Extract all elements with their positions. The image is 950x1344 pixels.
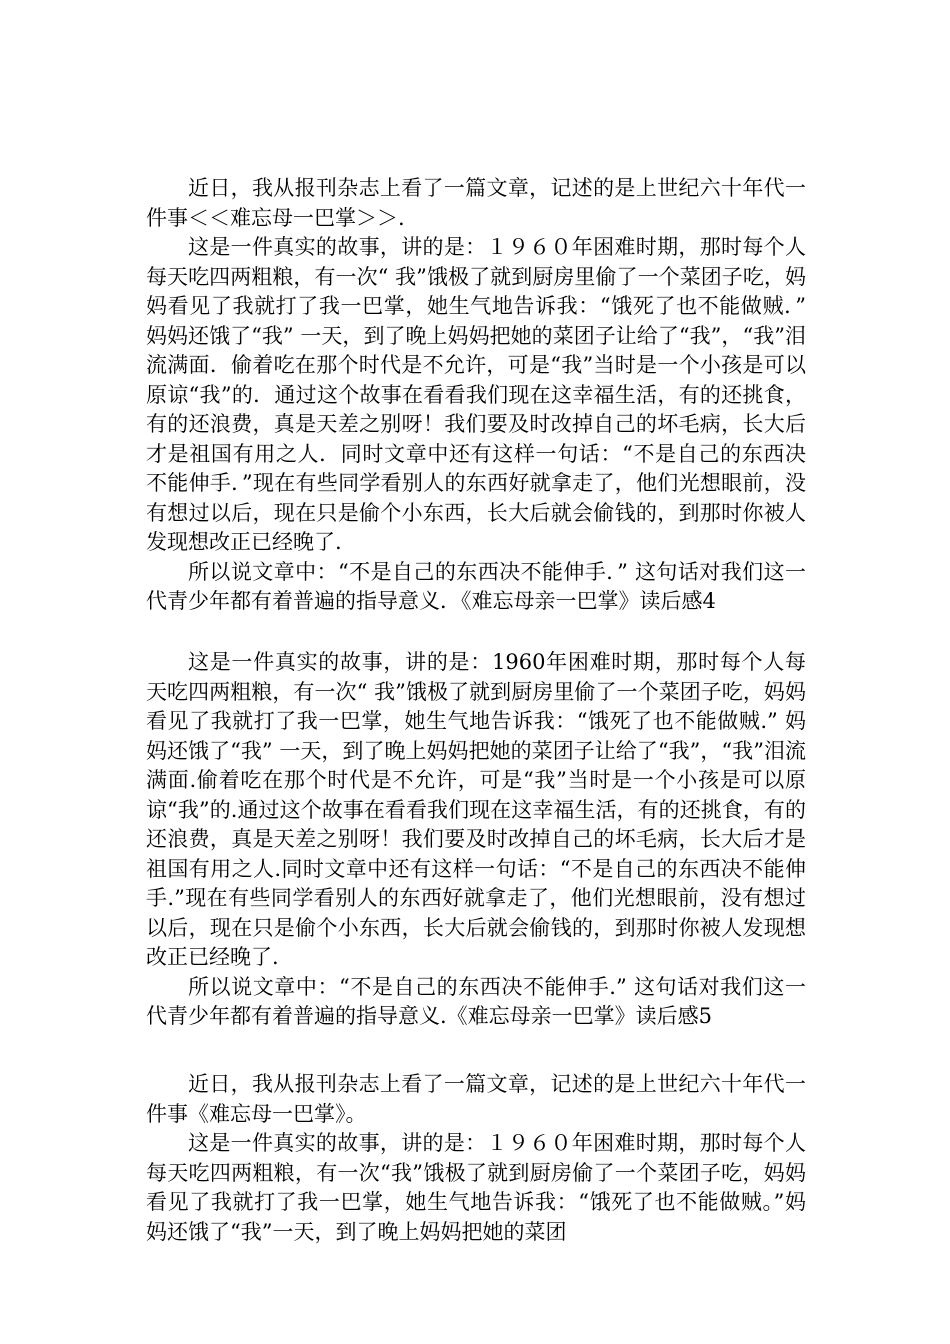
- paragraph: 近日，我从报刊杂志上看了一篇文章，记述的是上世纪六十年代一件事《难忘母一巴掌》。: [146, 1072, 806, 1126]
- text-block-3: [146, 1070, 806, 1247]
- paragraph: 这是一件真实的故事，讲的是：１９６０年困难时期，那时每个人每天吃四两粗粮，有一次“我”饿极了就到厨房偷了一个菜团子吃，妈妈看见了我就打了我一巴掌，她生气地告诉我：“饿死了也不能做贼。”妈妈还饿了“我”一天，到了晚上妈妈把她的菜团: [146, 1131, 806, 1244]
- paragraph: 近日，我从报刊杂志上看了一篇文章，记述的是上世纪六十年代一件事＜＜难忘母一巴掌＞＞.: [146, 176, 806, 230]
- text-block-1: [146, 174, 806, 617]
- paragraph: 所以说文章中：“不是自己的东西决不能伸手.” 这句话对我们这一代青少年都有着普遍的指导意义.《难忘母亲一巴掌》读后感5: [146, 974, 806, 1028]
- text-block-2: [146, 648, 806, 1032]
- paragraph: 这是一件真实的故事，讲的是：1960年困难时期，那时每个人每天吃四两粗粮，有一次“ 我”饿极了就到厨房里偷了一个菜团子吃，妈妈看见了我就打了我一巴掌，她生气地告诉我：“饿死了也不能做贼.” 妈妈还饿了“我” 一天，到了晚上妈妈把她的菜团子让给了“我”，“我”泪流满面.偷着吃在那个时代是不允许，可是“我”当时是一个小孩是可以原谅“我”的.通过这个故事在看看我们现在这幸福生活，有的还挑食，有的还浪费，真是天差之别呀！我们要及时改掉自己的坏毛病，长大后才是祖国有用之人.同时文章中还有这样一句话：“不是自己的东西决不能伸手.”现在有些同学看别人的东西好就拿走了，他们光想眼前，没有想过以后，现在只是偷个小东西，长大后就会偷钱的，到那时你被人发现想改正已经晚了.: [146, 650, 806, 969]
- paragraph: 所以说文章中：“不是自己的东西决不能伸手．” 这句话对我们这一代青少年都有着普遍的指导意义．《难忘母亲一巴掌》读后感4: [146, 559, 806, 613]
- paragraph: 这是一件真实的故事，讲的是：１９６０年困难时期，那时每个人每天吃四两粗粮，有一次“ 我”饿极了就到厨房里偷了一个菜团子吃，妈妈看见了我就打了我一巴掌，她生气地告诉我：“饿死了也不能做贼．” 妈妈还饿了“我” 一天，到了晚上妈妈把她的菜团子让给了“我”，“我”泪流满面．偷着吃在那个时代是不允许，可是“我”当时是一个小孩是可以原谅“我”的．通过这个故事在看看我们现在这幸福生活，有的还挑食，有的还浪费，真是天差之别呀！我们要及时改掉自己的坏毛病，长大后才是祖国有用之人．同时文章中还有这样一句话：“不是自己的东西决不能伸手．”现在有些同学看别人的东西好就拿走了，他们光想眼前，没有想过以后，现在只是偷个小东西，长大后就会偷钱的，到那时你被人发现想改正已经晚了.: [146, 235, 806, 554]
